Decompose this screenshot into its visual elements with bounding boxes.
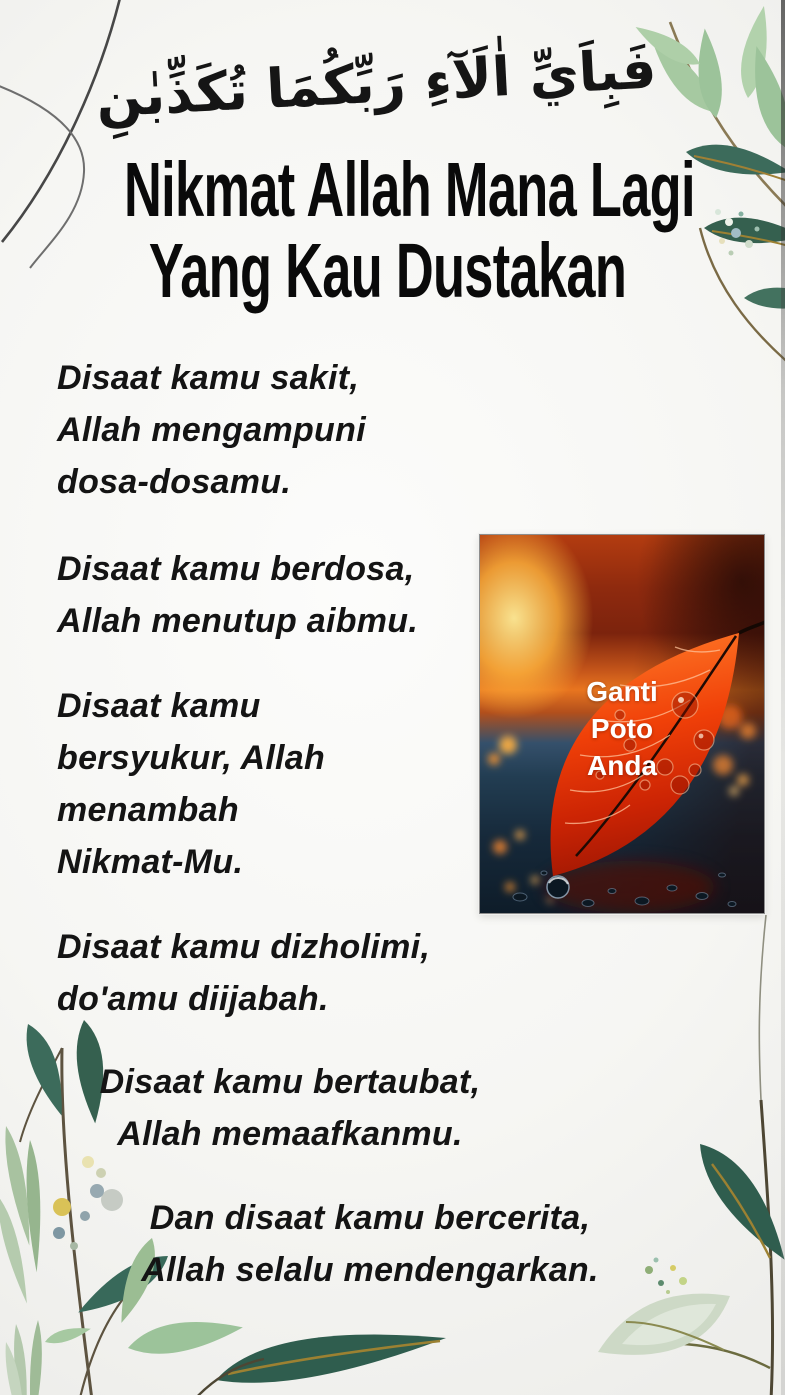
quote-line: Disaat kamu dizholimi, bbox=[57, 928, 431, 966]
quote-line: Disaat kamu bertaubat, bbox=[99, 1063, 481, 1101]
quote-paragraph-4 bbox=[57, 921, 430, 1025]
photo-placeholder[interactable] bbox=[479, 534, 765, 914]
quote-line: bersyukur, Allah bbox=[57, 739, 326, 777]
quote-line: Disaat kamu sakit, bbox=[57, 359, 360, 397]
bottom-right-leaves bbox=[598, 915, 785, 1395]
quote-paragraph-1 bbox=[57, 352, 366, 508]
photo-placeholder-label bbox=[480, 673, 764, 784]
quote-paragraph-3 bbox=[57, 680, 467, 888]
quote-line: Allah mengampuni bbox=[57, 411, 366, 449]
title-line-1: Nikmat Allah Mana Lagi bbox=[124, 147, 695, 233]
title-line-2: Yang Kau Dustakan bbox=[148, 228, 627, 314]
photo-label-line: Poto bbox=[590, 713, 654, 744]
quote-paragraph-6 bbox=[85, 1192, 655, 1296]
quote-line: dosa-dosamu. bbox=[57, 463, 292, 501]
poster-title bbox=[0, 147, 775, 314]
photo-label-line: Ganti bbox=[586, 676, 658, 707]
photo-label-line: Anda bbox=[587, 750, 657, 781]
quote-line: Dan disaat kamu bercerita, bbox=[149, 1199, 591, 1237]
right-edge-shade bbox=[781, 0, 785, 1395]
quote-line: Disaat kamu bbox=[57, 687, 261, 725]
quote-line: Allah menutup aibmu. bbox=[57, 602, 419, 640]
quote-line: Disaat kamu berdosa, bbox=[57, 550, 415, 588]
quote-line: menambah bbox=[57, 791, 239, 829]
quote-line: Allah memaafkanmu. bbox=[117, 1115, 463, 1153]
arabic-verse: فَبِاَيِّ اٰلَآءِ رَبِّكُمَا تُكَذِّبٰنِ bbox=[94, 37, 658, 130]
quote-line: Allah selalu mendengarkan. bbox=[141, 1251, 599, 1289]
quote-paragraph-5 bbox=[55, 1056, 525, 1160]
quote-paragraph-2 bbox=[57, 543, 418, 647]
quote-line: do'amu diijabah. bbox=[57, 980, 329, 1018]
quote-line: Nikmat-Mu. bbox=[57, 843, 244, 881]
